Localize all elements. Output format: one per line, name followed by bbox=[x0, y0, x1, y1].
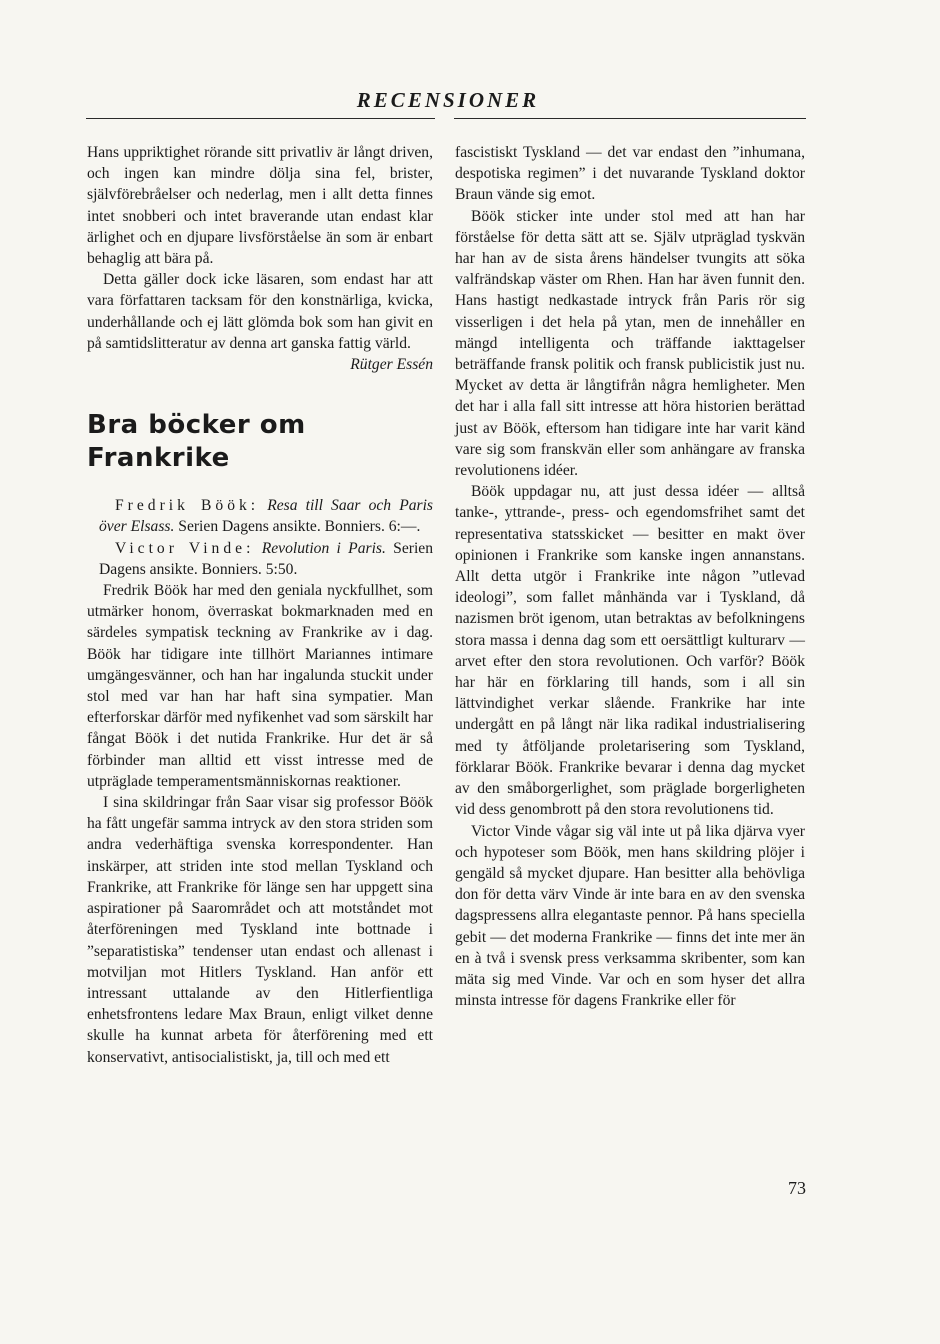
body-paragraph: Victor Vinde vågar sig väl inte ut på lika djärva vyer och hypoteser som Böök, men hans skildring plöjer i gengäld så mycket djupare. Han besitter alla behövliga don för detta värv Vinde är inte bara en av den svenska dagspressens allra elegantaste pennor. På hans speciella gebit — det moderna Frankrike — finns det inte mer än en à två i svensk press verksamma skribenter, som kan mäta sig med Vinde. Var och en som hyser det allra minsta intresse för dagens Frankrike eller för bbox=[455, 822, 805, 1010]
body-paragraph: Böök sticker inte under stol med att han har förståelse för detta sätt att se. Själv utpräglad tyskvän har han av de sista årens händelser tvungits att söka valfrändskap väster om Rhen. Han har även funnit den. Hans hastigt nedkastade intryck från Paris rör sig visserligen i det hela på ytan, men de innehåller en mängd intelligenta och träffande iakttagelser beträffande fransk politik och fransk publicistik just nu. Mycket av detta är långtifrån några hemligheter. Men det har i alla fall sitt intresse att höra historien berättad just av Böök, eftersom han tidigare inte har varit känd vare sig som franskvän eller som anhängare av franska revolutionens idéer. bbox=[455, 207, 805, 480]
body-paragraph: Böök uppdagar nu, att just dessa idéer — alltså tanke-, yttrande-, press- och egendomsfrihet samt det representativa statsskicket — besitter en makt över opinionen i Frankrike som kanske ingen annanstans. Allt detta utgör i Frankrike inte någon ”utlevad ideologi”, som fallet månhända var i Tyskland, då nazismen bröt igenom, utan betraktas av befolkningens stora massa i denna dag som ett oersättligt kulturarv — arvet efter den stora revolutionen. Och varför? Böök har här en förklaring till hands, som i all sin lättvindighet verkar slående. Frankrike har inte undergått en på långt när lika radikal industrialisering med ty åtföljande proletarisering som Tyskland, förklarar Böök. Frankrike bevarar i denna dag mycket av den småborgerlighet, som präglade borgerligheten vid dess genombrott på den stora revolutionens tid. bbox=[455, 483, 805, 819]
body-paragraph: fascistiskt Tyskland — det var endast den ”inhumana, despotiska regimen” i det nuvarande Tyskland doktor Braun vände sig emot. bbox=[455, 144, 805, 204]
article-title bbox=[87, 409, 433, 475]
page-number: 73 bbox=[788, 1178, 806, 1198]
prev-review-paragraph: Detta gäller dock icke läsaren, som endast har att vara författaren tacksam för den konstnärliga, kvicka, underhållande och ej lätt glömda bok som han givit en på samtidslitteratur av denna art ganska fattig värld. bbox=[87, 271, 433, 352]
book-author: Victor Vinde: bbox=[115, 539, 255, 557]
book-details: Serien Dagens ansikte. Bonniers. 5:50. bbox=[99, 539, 433, 578]
book-details: Serien Dagens ansikte. Bonniers. 6:—. bbox=[174, 518, 421, 536]
book-reference bbox=[87, 538, 433, 580]
prev-review-paragraph: Hans uppriktighet rörande sitt privatliv är långt driven, och ingen kan mindre dölja sina fel, brister, självförebråelser och nederlag, men i allt detta finnes intet snobberi och intet braverande utan endast klar ärlighet och en djupare livsförståelse än som är enbart behaglig att bära på. bbox=[87, 144, 433, 268]
body-paragraph: I sina skildringar från Saar visar sig professor Böök ha fått ungefär samma intryck av den stora striden som andra vederhäftiga svenska korrespondenter. Han inskärper, att striden inte stod mellan Tyskland och Frankrike, att Frankrike för länge sen har uppgett sina aspirationer på Saarområdet och att motståndet mot återföreningen med Tyskland inte bottnade i ”separatistiska” tendenser utan endast och allenast i motviljan mot Hitlers Tyskland. Han anför ett intressant uttalande av den Hitlerfientliga enhetsfrontens ledare Max Braun, enligt vilket denne skulle ha kunnat arbeta för återförening med ett konservativt, antisocialistiskt, ja, till och med ett bbox=[87, 794, 433, 1066]
left-column bbox=[87, 142, 433, 1068]
header-rule-right bbox=[454, 118, 806, 119]
right-column bbox=[455, 142, 805, 1011]
book-reference bbox=[87, 495, 433, 537]
header-rule-left bbox=[86, 118, 435, 119]
book-title: Revolution i Paris. bbox=[261, 539, 386, 557]
book-title: Resa till Saar och Paris över Elsass. bbox=[99, 497, 433, 536]
body-paragraph: Fredrik Böök har med den geniala nyckfullhet, som utmärker honom, överraskat bokmarknaden med en särdeles sympatisk teckning av Frankrike av i dag. Böök har tidigare inte tillhört Mariannes intimare umgängesvänner, och han har ingalunda stuckit under stol med var han har haft sina sympatier. Man efterforskar därför med nyfikenhet vad som särskilt har fångat Böök i det nutida Frankrike. Hur det är så förbinder man alltid ett visst intresse med de utpräglade temperamentsmänniskornas reaktioner. bbox=[87, 582, 433, 790]
book-author: Fredrik Böök: bbox=[115, 497, 260, 515]
reviewer-signature: Rütger Essén bbox=[350, 356, 433, 374]
article-title-line: Bra böcker om bbox=[87, 410, 306, 441]
article-title-line: Frankrike bbox=[87, 443, 230, 474]
running-header: RECENSIONER bbox=[356, 88, 540, 112]
